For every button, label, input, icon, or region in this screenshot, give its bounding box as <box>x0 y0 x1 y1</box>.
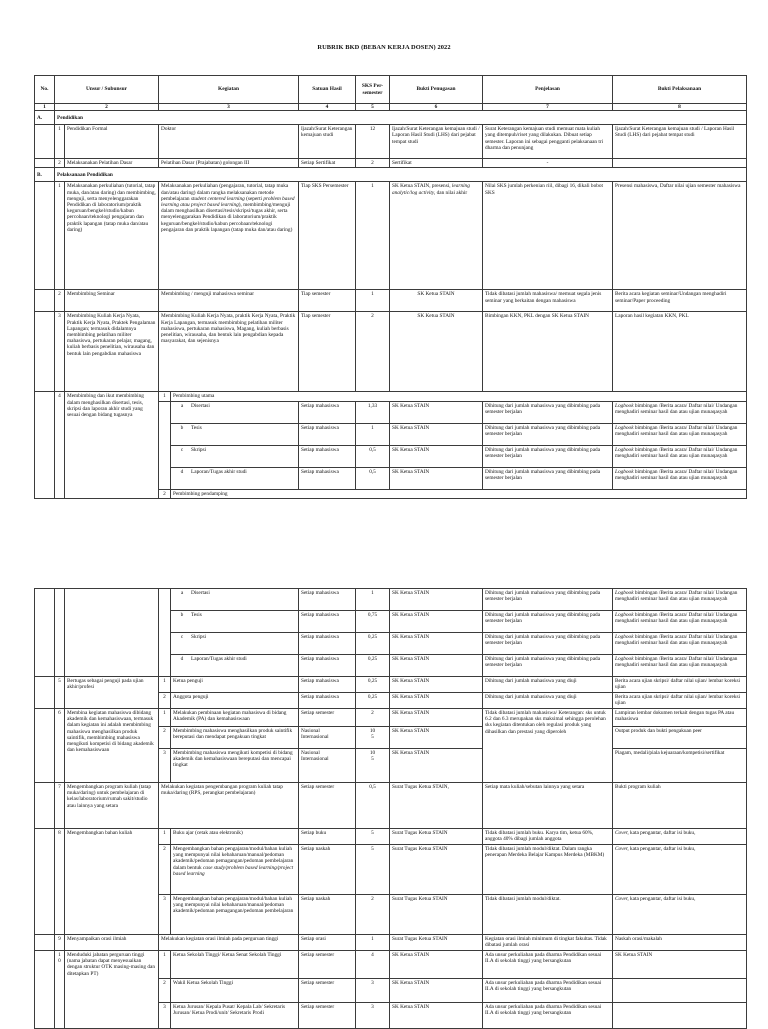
bukti-penugasan-cell: Sertifikat <box>390 159 483 168</box>
kegiatan-cell: d Laporan/Tugas akhir studi <box>171 467 299 489</box>
row-number: 2 <box>55 290 65 312</box>
section-title: Pendidikan <box>55 111 747 125</box>
kegiatan-cell: Membimbing mahasiswa mengikuti kompetisi di bidang akademik dan kemahasiswaan bereputasi dan mencapai tingkat <box>171 749 299 783</box>
sub-number: 1 <box>159 951 171 979</box>
sub-number: 1 <box>159 392 171 401</box>
penjelasan-cell: Dihitung dari jumlah mahasiswa yang dibimbing pada semester berjalan <box>483 467 613 489</box>
sks-cell: 3 <box>356 1003 390 1029</box>
sks-cell: 0,25 <box>356 633 390 655</box>
document-title: RUBRIK BKD (BEBAN KERJA DOSEN) 2022 <box>317 44 451 51</box>
satuan-cell: Ijazah/Surat Keterangan kemajuan studi <box>299 125 356 159</box>
bukti-penugasan-cell: SK Ketua STAIN <box>390 445 483 467</box>
bukti-pelaksanaan-cell: Logbook bimbingan /Berita acara/ Daftar nilai/ Undangan menghadiri seminar hasil dan atau ujian munaqasyah <box>613 655 747 677</box>
satuan-cell: Nasional Internasional <box>299 749 356 783</box>
satuan-cell: Setiap mahasiswa <box>299 401 356 423</box>
table-row <box>35 677 747 693</box>
sks-cell: 10 5 <box>356 727 390 749</box>
bukti-penugasan-cell: SK Ketua STAIN <box>390 290 483 312</box>
sub-number: 1 <box>159 709 171 727</box>
bukti-pelaksanaan-cell <box>613 159 747 168</box>
sub-number: 2 <box>159 727 171 749</box>
satuan-cell: Setiap mahasiswa <box>299 677 356 693</box>
row-number: 1 <box>55 182 65 290</box>
header-kegiatan: Kegiatan <box>159 76 299 104</box>
kegiatan-cell: Ketua penguji <box>171 677 299 693</box>
satuan-cell: Setiap mahasiswa <box>299 655 356 677</box>
sub-number: 3 <box>159 895 171 935</box>
penjelasan-cell: Ada unsur perkuliahan pada dharma Pendidikan sesuai II.A di sekolah tinggi yang bersangkutan <box>483 951 613 979</box>
sks-cell: 0,5 <box>356 467 390 489</box>
bukti-pelaksanaan-cell: Ijazah/Surat Keterangan kemajuan studi / Laporan Hasil Studi (LHS) dari pejabat tempat studi <box>613 125 747 159</box>
bukti-pelaksanaan-cell: Laporan hasil kegiatan KKN, PKL <box>613 312 747 392</box>
satuan-cell: Setiap buku <box>299 829 356 845</box>
satuan-cell: Setiap semester <box>299 783 356 829</box>
bukti-pelaksanaan-cell: Cover, kata pengantar, daftar isi buku, <box>613 895 747 935</box>
row-number: 7 <box>55 783 65 829</box>
sks-cell: 1,33 <box>356 401 390 423</box>
unsur-cell: Mengembangkan program kuliah (tatap muka/daring) untuk pembelajaran di kelas/laboratorium/rumah sakit/studio atau lainnya yang setara <box>65 783 159 829</box>
satuan-cell: Setiap semester <box>299 1003 356 1029</box>
bukti-penugasan-cell: SK Ketua STAIN <box>390 979 483 1003</box>
kegiatan-cell: Doktor <box>159 125 299 159</box>
sub-number: 2 <box>159 845 171 895</box>
unsur-cell: Melaksanakan Pelatihan Dasar <box>65 159 159 168</box>
kegiatan-cell: c Skripsi <box>171 445 299 467</box>
col-number: 7 <box>483 104 613 111</box>
row-number: 2 <box>55 159 65 168</box>
penjelasan-cell: Dihitung dari jumlah mahasiswa yang dibimbing pada semester berjalan <box>483 633 613 655</box>
bukti-pelaksanaan-cell: Lampiran lembar dokumen terkait dengan tugas PA atau mahasiswa <box>613 709 747 727</box>
kegiatan-cell: Melaksanakan perkuliahan (pengajaran, tutorial, tatap muka dan/atau daring) dalam rangka melaksanakan metode pembelajaran student centered learning (seperti problem based learning atau project based learning), membimbing/menguji dalam menghasilkan disertasi/tesis/skripsi/tugas akhir, serta menyelenggarakan Pendidikan di laboratorium/praktik keguruan/bengkel/studio/kabun percobaan/teknologi pengajaran dan praktik lapangan (tatap muka dan/atau daring) <box>159 182 299 290</box>
penjelasan-cell: Surat Keterangan kemajuan studi memuat mata kuliah yang ditempuh/riset yang dilakukan. Dibuat setiap semester. Laporan ini sebagai pengganti pelaksanaan tri dharma dan penunjang <box>483 125 613 159</box>
penjelasan-cell: - <box>483 159 613 168</box>
kegiatan-cell: Ketua Jurusan/ Kepala Pusat/ Kepala Lab/ Sekretaris Jurusan/ Ketua Prodi/unit/ Sekretaris Prodi <box>171 1003 299 1029</box>
penjelasan-cell: Tidak dibatasi jumlah buku. Karya tim, ketua 60%, anggota 40% dibagi jumlah anggota <box>483 829 613 845</box>
bukti-pelaksanaan-cell: Berita acara ujian skripsi/ daftar nilai ujian/ lembar koreksi ujian <box>613 677 747 693</box>
penjelasan-cell: Ada unsur perkuliahan pada dharma Pendidikan sesuai II.A di sekolah tinggi yang bersangkutan <box>483 1003 613 1029</box>
col-number: 5 <box>356 104 390 111</box>
table-row <box>35 829 747 845</box>
col-number: 8 <box>613 104 747 111</box>
kegiatan-cell: Membimbing Kuliah Kerja Nyata, praktik Kerja Nyata, Praktik Kerja Lapangan, termasuk membimbing pelatihan militer mahasiswa, pertukaran mahasiswa, Magang, kuliah berbasis penelitian, wirausaha, dan bentuk lain pengabdian kepada masyarakat, dan sejenisnya <box>159 312 299 392</box>
table-row <box>35 312 747 392</box>
kegiatan-cell: Melakukan pembinaan kegiatan mahasiswa di bidang Akademik (PA) dan kemahasiswaan <box>171 709 299 727</box>
satuan-cell: Setiap semester <box>299 951 356 979</box>
rubric-table-page-1 <box>34 75 747 499</box>
bukti-penugasan-cell: SK Ketua STAIN <box>390 693 483 709</box>
kegiatan-cell: c Skripsi <box>171 633 299 655</box>
sks-cell: 2 <box>356 895 390 935</box>
row-number: 6 <box>55 709 65 783</box>
satuan-cell: Setiap mahasiswa <box>299 633 356 655</box>
bukti-penugasan-cell: Ijazah/Surat Keterangan kemajuan studi / Laporan Hasil Studi (LHS) dari pejabat tempat studi <box>390 125 483 159</box>
header-sks: SKS Per-semester <box>356 76 390 104</box>
sks-cell: 0,25 <box>356 693 390 709</box>
bukti-penugasan-cell: SK Ketua STAIN <box>390 467 483 489</box>
kegiatan-cell: b Tesis <box>171 423 299 445</box>
bukti-penugasan-cell: SK Ketua STAIN <box>390 951 483 979</box>
penjelasan-cell: Dihitung dari jumlah mahasiswa yang dibimbing pada semester berjalan <box>483 589 613 611</box>
penjelasan-cell: Nilai SKS jumlah perkenian riil, dibagi 16, dikali bobot SKS <box>483 182 613 290</box>
bukti-pelaksanaan-cell: Presensi mahasiswa, Daftar nilai ujian semester mahasiswa <box>613 182 747 290</box>
penjelasan-cell: Dihitung dari jumlah mahasiswa yang diuji <box>483 693 613 709</box>
bukti-penugasan-cell: SK Ketua STAIN <box>390 611 483 633</box>
sks-cell: 0,5 <box>356 445 390 467</box>
bukti-penugasan-cell: SK Ketua STAIN <box>390 749 483 783</box>
section-letter: B. <box>35 168 55 182</box>
table-row <box>35 589 747 611</box>
sub-number: 2 <box>159 979 171 1003</box>
penjelasan-cell: Dihitung dari jumlah mahasiswa yang diuji <box>483 677 613 693</box>
col-number: 4 <box>299 104 356 111</box>
kegiatan-cell: Ketua Sekolah Tinggi/ Ketua Senat Sekolah Tinggi <box>171 951 299 979</box>
table-row <box>35 159 747 168</box>
penjelasan-cell: Tidak dibatasi jumlah modul/diktat. <box>483 895 613 935</box>
satuan-cell: Setiap Sertifikat <box>299 159 356 168</box>
bukti-pelaksanaan-cell: Logbook bimbingan /Berita acara/ Daftar nilai/ Undangan menghadiri seminar hasil dan atau ujian munaqasyah <box>613 467 747 489</box>
table-row <box>35 392 747 401</box>
kegiatan-cell: a Disertasi <box>171 589 299 611</box>
unsur-cell: Mengembangkan bahan kuliah <box>65 829 159 935</box>
satuan-cell: Setiap semester <box>299 979 356 1003</box>
kegiatan-cell: d Laporan/Tugas akhir studi <box>171 655 299 677</box>
header-penjelasan: Penjelasan <box>483 76 613 104</box>
bukti-penugasan-cell: Surat Tugas Ketua STAIN <box>390 895 483 935</box>
sks-cell: 5 <box>356 845 390 895</box>
bukti-pelaksanaan-cell: Berita acara kegiatan seminar/Undangan menghadiri seminar/Paper proceeding <box>613 290 747 312</box>
col-number: 3 <box>159 104 299 111</box>
bukti-penugasan-cell: Surat Tugas Ketua STAIN <box>390 935 483 951</box>
sks-cell: 12 <box>356 125 390 159</box>
kegiatan-cell: Membimbing / menguji mahasiswa seminar <box>159 290 299 312</box>
satuan-cell: Setiap naskah <box>299 845 356 895</box>
bukti-penugasan-cell: Surat Tugas Ketua STAIN <box>390 845 483 895</box>
section-row-a <box>35 111 747 125</box>
sks-cell: 2 <box>356 159 390 168</box>
section-letter: A. <box>35 111 55 125</box>
unsur-cell: Membimbing dan ikut membimbing dalam menghasilkan disertasi, tesis, skripsi dan laporan akhir studi yang sesuai dengan bidang tugasnya <box>65 392 159 499</box>
bukti-penugasan-cell: Surat Tugas Ketua STAIN <box>390 829 483 845</box>
sub-number: 2 <box>159 693 171 709</box>
unsur-cell: Pendidikan Formal <box>65 125 159 159</box>
kegiatan-cell: Melakukan kegiatan orasi ilmiah pada perguruan tinggi <box>159 935 299 951</box>
bukti-pelaksanaan-cell: Logbook bimbingan /Berita acara/ Daftar nilai/ Undangan menghadiri seminar hasil dan atau ujian munaqasyah <box>613 401 747 423</box>
bukti-penugasan-cell: SK Ketua STAIN <box>390 589 483 611</box>
bukti-penugasan-cell: SK Ketua STAIN <box>390 1003 483 1029</box>
sks-cell: 0,25 <box>356 655 390 677</box>
bukti-penugasan-cell: SK Ketua STAIN <box>390 709 483 727</box>
sks-cell: 10 5 <box>356 749 390 783</box>
sks-cell: 0,25 <box>356 677 390 693</box>
unsur-cell: Menyampaikan orasi ilmiah <box>65 935 159 951</box>
bukti-pelaksanaan-cell: Logbook bimbingan /Berita acara/ Daftar nilai/ Undangan menghadiri seminar hasil dan atau ujian munaqasyah <box>613 633 747 655</box>
row-number: 8 <box>55 829 65 935</box>
penjelasan-cell: Dihitung dari jumlah mahasiswa yang dibimbing pada semester berjalan <box>483 423 613 445</box>
sks-cell: 1 <box>356 182 390 290</box>
bukti-penugasan-cell: SK Ketua STAIN <box>390 727 483 749</box>
penjelasan-cell: Tidak dibatasi jumlah mahasiswa/ memuat segala jenis seminar yang berkaitan dengan mahasiswa <box>483 290 613 312</box>
kegiatan-cell: Mengembangkan bahan pengajaran/modul/bahan kuliah yang mempunyai nilai kebaharuan/manual/pedoman akademik/pedoman pemagangan/pedoman pembelajaran dalam bentuk case study/problem based learning/project based learning <box>171 845 299 895</box>
bukti-pelaksanaan-cell: Logbook bimbingan /Berita acara/ Daftar nilai/ Undangan menghadiri seminar hasil dan atau ujian munaqasyah <box>613 611 747 633</box>
kegiatan-cell: Membimbing mahasiswa menghasilkan produk saintifik bereputasi dan mendapat pengakuan tingkat <box>171 727 299 749</box>
table-row <box>35 783 747 829</box>
bukti-pelaksanaan-cell: Cover, kata pengantar, daftar isi buku, <box>613 845 747 895</box>
section-row-b <box>35 168 747 182</box>
header-row <box>35 76 747 104</box>
sub-number: 3 <box>159 749 171 783</box>
penjelasan-cell: Ada unsur perkuliahan pada dharma Pendidikan sesuai II.A di sekolah tinggi yang bersangkutan <box>483 979 613 1003</box>
row-number: 10 <box>55 951 65 1029</box>
satuan-cell: Setiap mahasiswa <box>299 467 356 489</box>
unsur-cell: Menduduki jabatan perguruan tinggi (nama jabatan dapat menyesuaikan dengan struktur OTK masing-masing dan ditetapkan PT) <box>65 951 159 1029</box>
satuan-cell: Setiap orasi <box>299 935 356 951</box>
satuan-cell: Nasional Internasional <box>299 727 356 749</box>
sub-title: Pembimbing pendamping <box>171 489 747 498</box>
satuan-cell: Tiap SKS Persemester <box>299 182 356 290</box>
sks-cell: 0,75 <box>356 611 390 633</box>
col-number: 1 <box>35 104 55 111</box>
sks-cell: 2 <box>356 312 390 392</box>
table-row <box>35 709 747 727</box>
kegiatan-cell: Mengembangkan bahan pengajaran/modul/bahan kuliah yang mempunyai nilai kebaharuan/manual/pedoman akademik/pedoman pemagangan/pedoman pembelajaran <box>171 895 299 935</box>
bukti-penugasan-cell: SK Ketua STAIN, presensi, learning analytic/log activity, dan nilai akhir <box>390 182 483 290</box>
sub-title: Pembimbing utama <box>171 392 747 401</box>
section-title: Pelaksanaan Pendidikan <box>55 168 747 182</box>
sub-number: 2 <box>159 489 171 498</box>
kegiatan-cell: Wakil Ketua Sekolah Tinggi <box>171 979 299 1003</box>
sks-cell: 4 <box>356 951 390 979</box>
row-number: 5 <box>55 677 65 709</box>
sks-cell: 3 <box>356 979 390 1003</box>
kegiatan-cell: Melakukan kegiatan pengembangan program kuliah tatap muka/daring (RPS, perangkat pembelajaran) <box>159 783 299 829</box>
kegiatan-cell: b Tesis <box>171 611 299 633</box>
sub-number: 1 <box>159 677 171 693</box>
sks-cell: 1 <box>356 589 390 611</box>
sks-cell: 0,5 <box>356 783 390 829</box>
bukti-pelaksanaan-cell: Logbook bimbingan /Berita acara/ Daftar nilai/ Undangan menghadiri seminar hasil dan atau ujian munaqasyah <box>613 589 747 611</box>
sub-number: 3 <box>159 1003 171 1029</box>
sub-number: 1 <box>159 829 171 845</box>
bukti-pelaksanaan-cell: Cover, kata pengantar, daftar isi buku, <box>613 829 747 845</box>
table-row <box>35 290 747 312</box>
header-no: No. <box>35 76 55 104</box>
satuan-cell: Setiap mahasiswa <box>299 589 356 611</box>
bukti-penugasan-cell: Surat Tugas Ketua STAIN, <box>390 783 483 829</box>
unsur-cell: Melaksanakan perkuliahan (tutorial, tatap muka, dan/atau daring) dan membimbing, menguji, serta menyelenggarakan Pendidikan di laboratorium/praktik keguruan/bengkel/studio/kabun percobaan/teknologi pengajaran dan praktik lapangan (tatap muka dan/atau daring) <box>65 182 159 290</box>
bukti-pelaksanaan-cell: Naskah orasi/makalah <box>613 935 747 951</box>
row-number: 3 <box>55 312 65 392</box>
penjelasan-cell: Dihitung dari jumlah mahasiswa yang dibimbing pada semester berjalan <box>483 655 613 677</box>
penjelasan-cell: Setiap mata kuliah/sebutan lainnya yang setara <box>483 783 613 829</box>
satuan-cell: Tiap semester <box>299 312 356 392</box>
unsur-cell: Membimbing Kuliah Kerja Nyata, Praktik Kerja Nyata, Praktek Pengalaman Lapangan; termasuk didalamnya membimbing pelatihan militer mahasiswa, pertukaran pelajar, magang, kuliah berbasis penelitian, wirausaha dan bentuk lain pengabdian mahasiswa <box>65 312 159 392</box>
table-row <box>35 125 747 159</box>
bukti-pelaksanaan-cell: Piagam, medali/piala kejuaraan/kompetisi/sertifikat <box>613 749 747 783</box>
rubric-table-page-2 <box>34 588 747 1029</box>
satuan-cell: Setiap naskah <box>299 895 356 935</box>
unsur-cell: Bertugas sebagai penguji pada ujian akhir/profesi <box>65 677 159 709</box>
kegiatan-cell: Anggota penguji <box>171 693 299 709</box>
bukti-pelaksanaan-cell: SK Ketua STAIN <box>613 951 747 979</box>
penjelasan-cell: Tidak dibatasi jumlah modul/diktat. Dalam rangka penerapan Merdeka Belajar Kampus Merdeka (MBKM) <box>483 845 613 895</box>
unsur-cell: Membina kegiatan mahasiswa dibidang akademik dan kemahasiswaan, termasuk dalam kegiatan ini adalah membimbing mahasiswa menghasilkan produk saintifik, membimbing mahasiswa mengikuti kompetisi di bidang akademik dan kemahasiswaan <box>65 709 159 783</box>
bukti-penugasan-cell: SK Ketua STAIN <box>390 633 483 655</box>
header-satuan: Satuan Hasil <box>299 76 356 104</box>
row-number: 1 <box>55 125 65 159</box>
bukti-pelaksanaan-cell: Bukti program kuliah <box>613 783 747 829</box>
bukti-pelaksanaan-cell: Berita acara ujian skripsi/ daftar nilai ujian/ lembar koreksi ujian <box>613 693 747 709</box>
bukti-pelaksanaan-cell: Logbook bimbingan /Berita acara/ Daftar nilai/ Undangan menghadiri seminar hasil dan atau ujian munaqasyah <box>613 445 747 467</box>
col-number: 6 <box>390 104 483 111</box>
penjelasan-cell: Dihitung dari jumlah mahasiswa yang dibimbing pada semester berjalan <box>483 401 613 423</box>
table-row <box>35 182 747 290</box>
sks-cell: 1 <box>356 290 390 312</box>
bukti-penugasan-cell: SK Ketua STAIN <box>390 423 483 445</box>
row-number: 4 <box>55 392 65 499</box>
sks-cell: 2 <box>356 709 390 727</box>
penjelasan-cell: Dihitung dari jumlah mahasiswa yang dibimbing pada semester berjalan <box>483 445 613 467</box>
penjelasan-cell: Kegiatan orasi ilmiah minimum di tingkat fakultas. Tidak dibatasi jumlah orasi <box>483 935 613 951</box>
bukti-penugasan-cell: SK Ketua STAIN <box>390 677 483 693</box>
header-bukti-pelaksanaan: Bukti Pelaksanaan <box>613 76 747 104</box>
kegiatan-cell: a Disertasi <box>171 401 299 423</box>
satuan-cell: Setiap mahasiswa <box>299 693 356 709</box>
table-row <box>35 935 747 951</box>
col-number: 2 <box>55 104 159 111</box>
penjelasan-cell: Tidak dibatasi jumlah mahasiswa/ Keterangan: sks untuk 6.2 dan 6.3 merupakan sks maksimal sehingga perolehan sks kegiatan ditentukan oleh regulasi produk yang dihasilkan dan prestasi yang diperoleh <box>483 709 613 783</box>
row-number: 9 <box>55 935 65 951</box>
penjelasan-cell: Bimbingan KKN, PKL dengan SK Ketua STAIN <box>483 312 613 392</box>
satuan-cell: Setiap mahasiswa <box>299 611 356 633</box>
bukti-penugasan-cell: SK Ketua STAIN <box>390 312 483 392</box>
header-unsur: Unsur / Subunsur <box>55 76 159 104</box>
penjelasan-cell: Dihitung dari jumlah mahasiswa yang dibimbing pada semester berjalan <box>483 611 613 633</box>
satuan-cell: Setiap mahasiswa <box>299 423 356 445</box>
satuan-cell: Tiap semester <box>299 290 356 312</box>
bukti-pelaksanaan-cell: Logbook bimbingan /Berita acara/ Daftar nilai/ Undangan menghadiri seminar hasil dan atau ujian munaqasyah <box>613 423 747 445</box>
bukti-pelaksanaan-cell: Output produk dan bukti pengakuan peer <box>613 727 747 749</box>
table-row <box>35 951 747 979</box>
unsur-cell: Membimbing Seminar <box>65 290 159 312</box>
bukti-penugasan-cell: SK Ketua STAIN <box>390 655 483 677</box>
satuan-cell: Setiap semester <box>299 709 356 727</box>
sks-cell: 5 <box>356 829 390 845</box>
column-number-row <box>35 104 747 111</box>
bukti-penugasan-cell: SK Ketua STAIN <box>390 401 483 423</box>
header-bukti-penugasan: Bukti Penugasan <box>390 76 483 104</box>
satuan-cell: Setiap mahasiswa <box>299 445 356 467</box>
kegiatan-cell: Buku ajar (cetak atau elektronik) <box>171 829 299 845</box>
sks-cell: 1 <box>356 423 390 445</box>
sks-cell: 1 <box>356 935 390 951</box>
kegiatan-cell: Pelatihan Dasar (Prajabatan) golongan III <box>159 159 299 168</box>
